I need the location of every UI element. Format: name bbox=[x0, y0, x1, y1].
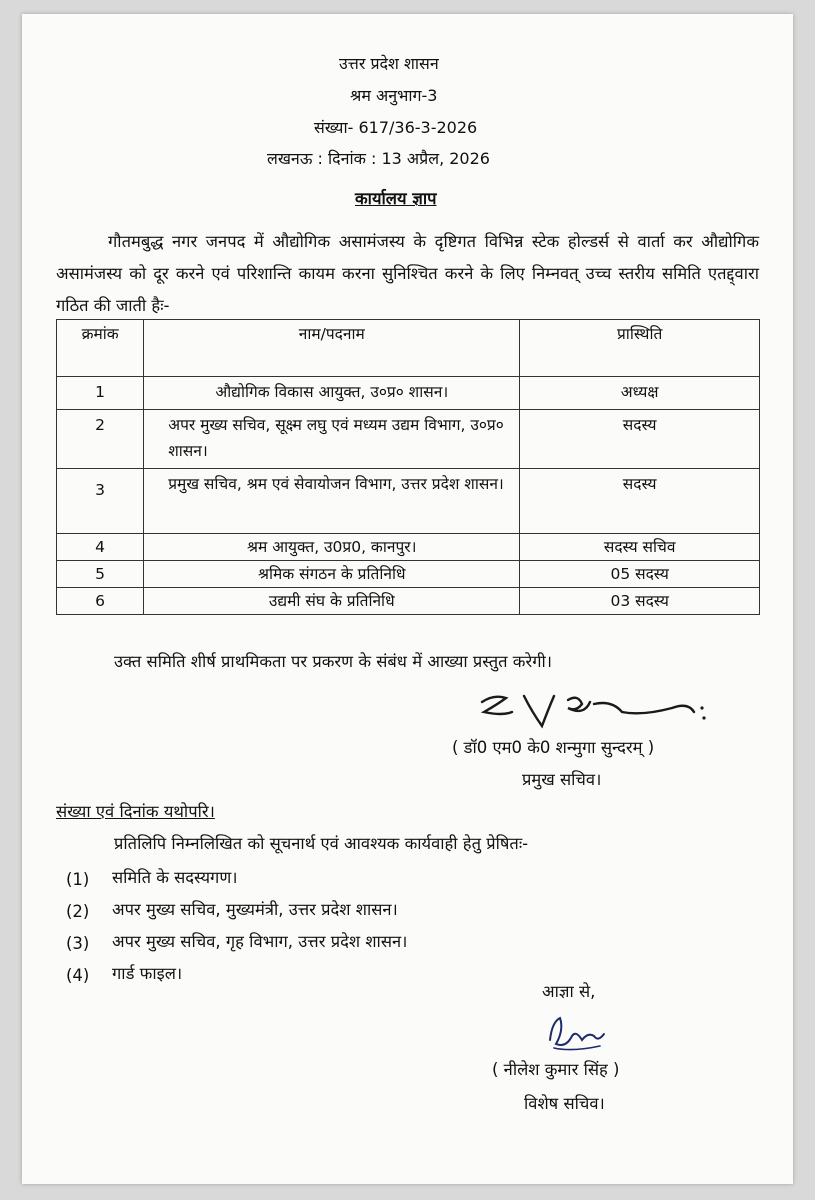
row-serial: 6 bbox=[57, 588, 144, 615]
row-status: 03 सदस्य bbox=[520, 588, 760, 615]
row-serial: 5 bbox=[57, 561, 144, 588]
table-row bbox=[57, 410, 760, 469]
table-header-row bbox=[57, 320, 760, 377]
table-row bbox=[57, 588, 760, 615]
copy-item-text: अपर मुख्य सचिव, गृह विभाग, उत्तर प्रदेश शासन। bbox=[112, 932, 408, 951]
section-heading: श्रम अनुभाग-3 bbox=[350, 86, 438, 105]
row-name: उद्यमी संघ के प्रतिनिधि bbox=[144, 588, 520, 615]
order-text: आज्ञा से, bbox=[542, 982, 596, 1001]
header-status: प्रास्थिति bbox=[520, 320, 760, 377]
intro-paragraph-text: गौतमबुद्ध नगर जनपद में औद्योगिक असामंजस्य के दृष्टिगत विभिन्न स्टेक होल्डर्स से वार्ता कर औद्योगिक असामंजस्य को दूर करने एवं परिशान्ति कायम करना सुनिश्चित करने के लिए निम्नवत् उच्च स्तरीय समिति एतद्द्वारा गठित की जाती हैः- bbox=[56, 232, 759, 315]
header-serial: क्रमांक bbox=[57, 320, 144, 377]
copy-item-text: अपर मुख्य सचिव, मुख्यमंत्री, उत्तर प्रदेश शासन। bbox=[112, 900, 398, 919]
table-row bbox=[57, 469, 760, 534]
table-row bbox=[57, 534, 760, 561]
signatory1-designation: प्रमुख सचिव। bbox=[522, 770, 602, 789]
memo-title: कार्यालय ज्ञाप bbox=[355, 189, 437, 208]
copy-item-text: समिति के सदस्यगण। bbox=[112, 868, 238, 887]
row-name: अपर मुख्य सचिव, सूक्ष्म लघु एवं मध्यम उद्यम विभाग, उ०प्र० शासन। bbox=[144, 410, 520, 469]
header-name: नाम/पदनाम bbox=[144, 320, 520, 377]
row-name: श्रम आयुक्त, उ0प्र0, कानपुर। bbox=[144, 534, 520, 561]
row-serial: 4 bbox=[57, 534, 144, 561]
government-heading: उत्तर प्रदेश शासन bbox=[339, 54, 439, 73]
signature-1 bbox=[472, 682, 712, 734]
letter-number: संख्या- 617/36-3-2026 bbox=[314, 118, 478, 137]
row-status: सदस्य bbox=[520, 469, 760, 534]
row-status: 05 सदस्य bbox=[520, 561, 760, 588]
copy-heading: संख्या एवं दिनांक यथोपरि। bbox=[56, 802, 215, 821]
row-serial: 1 bbox=[57, 377, 144, 410]
committee-table bbox=[56, 319, 760, 615]
copy-item-number: (2) bbox=[66, 902, 90, 921]
intro-paragraph bbox=[56, 226, 759, 322]
row-status: अध्यक्ष bbox=[520, 377, 760, 410]
row-status: सदस्य सचिव bbox=[520, 534, 760, 561]
row-name: श्रमिक संगठन के प्रतिनिधि bbox=[144, 561, 520, 588]
row-name: औद्योगिक विकास आयुक्त, उ०प्र० शासन। bbox=[144, 377, 520, 410]
copy-item-number: (3) bbox=[66, 934, 90, 953]
row-serial: 2 bbox=[57, 410, 144, 469]
row-name: प्रमुख सचिव, श्रम एवं सेवायोजन विभाग, उत्तर प्रदेश शासन। bbox=[144, 469, 520, 534]
closing-line: उक्त समिति शीर्ष प्राथमिकता पर प्रकरण के संबंध में आख्या प्रस्तुत करेगी। bbox=[114, 652, 553, 671]
table-row bbox=[57, 377, 760, 410]
signature-2 bbox=[542, 1010, 612, 1060]
row-status: सदस्य bbox=[520, 410, 760, 469]
copy-item-text: गार्ड फाइल। bbox=[112, 964, 183, 983]
copy-item-number: (4) bbox=[66, 966, 90, 985]
copy-item-number: (1) bbox=[66, 870, 90, 889]
row-serial: 3 bbox=[57, 469, 144, 534]
copy-intro: प्रतिलिपि निम्नलिखित को सूचनार्थ एवं आवश्यक कार्यवाही हेतु प्रेषितः- bbox=[114, 834, 529, 853]
signatory1-name: ( डॉ0 एम0 के0 शन्मुगा सुन्दरम् ) bbox=[452, 738, 655, 757]
signatory2-name: ( नीलेश कुमार सिंह ) bbox=[492, 1060, 620, 1079]
place-date: लखनऊ : दिनांक : 13 अप्रैल, 2026 bbox=[267, 149, 490, 168]
table-row bbox=[57, 561, 760, 588]
document-page bbox=[22, 14, 793, 1184]
signatory2-designation: विशेष सचिव। bbox=[524, 1094, 605, 1113]
